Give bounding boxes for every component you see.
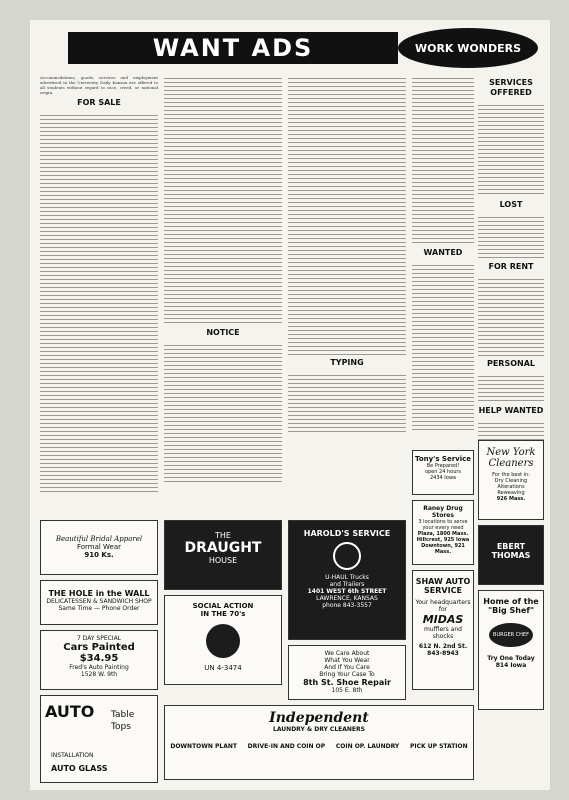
classifieds-disclaimer: Accommodations, goods, services and employment advertised in the University Daily Kansan are offered to all students without regard to race, creed, or national origin. <box>40 75 158 95</box>
burger-chef-ad <box>478 590 544 710</box>
services-offered-listings <box>478 102 544 197</box>
independent-laundry-ad <box>164 705 474 780</box>
column-5 <box>478 75 544 460</box>
shoe-addr: 105 E. 8th <box>331 687 363 694</box>
hole-in-wall-line3: Same Time — Phone Order <box>58 605 140 612</box>
independent-c1: DOWNTOWN PLANT <box>170 743 237 750</box>
raney-l3: Plaza, 1800 Mass. <box>417 531 469 537</box>
typing-heading: TYPING <box>330 358 364 367</box>
social-line2: IN THE 70's <box>200 610 246 618</box>
notice-heading: NOTICE <box>206 328 240 337</box>
auto-table-tops-ad <box>40 695 158 783</box>
column-2-listings-top <box>164 75 282 325</box>
harolds-phone: phone 843-3557 <box>322 602 372 609</box>
want-ads-title: WANT ADS <box>68 32 398 64</box>
independent-c3: COIN OP. LAUNDRY <box>335 743 400 750</box>
independent-sub: LAUNDRY & DRY CLEANERS <box>273 726 365 733</box>
harolds-line3: and Trailers <box>329 581 365 588</box>
for-rent-listings <box>478 276 544 356</box>
for-sale-heading: FOR SALE <box>77 98 121 107</box>
cars-price: $34.95 <box>79 653 119 664</box>
ny-item-3: Reweaving <box>497 490 525 496</box>
ny-line1: New York <box>486 447 536 458</box>
burger-line2: "Big Shef" <box>487 606 535 615</box>
shoe-line2: What You Wear <box>324 657 370 664</box>
bridal-name: Beautiful Bridal Apparel <box>55 535 143 543</box>
harolds-logo-icon <box>333 542 361 570</box>
lost-heading: LOST <box>499 200 523 209</box>
social-action-ad <box>164 595 282 685</box>
shaw-line2: SERVICE <box>424 586 462 595</box>
shaw-line6: mufflers and shocks <box>424 626 462 640</box>
raney-drug-ad <box>412 500 474 565</box>
independent-c2: DRIVE-IN AND COIN OP <box>247 743 326 750</box>
draught-line1: THE <box>215 531 231 540</box>
raney-line2: 3 locations to serve your every need <box>418 519 468 531</box>
raney-l5: Downtown, 921 Mass. <box>421 543 465 555</box>
hole-in-wall-name: THE HOLE in the WALL <box>48 589 150 598</box>
ebert-line1: EBERT <box>496 542 526 551</box>
auto-line4: INSTALLATION <box>51 752 94 759</box>
tonys-name: Tony's Service <box>414 455 472 463</box>
cars-addr: 1528 W. 9th <box>80 671 118 678</box>
for-sale-listings <box>40 112 158 492</box>
shaw-addr: 612 N. 2nd St. <box>418 643 468 650</box>
ny-item-1: Dry Cleaning <box>494 478 528 484</box>
services-offered-heading: SERVICES OFFERED <box>489 78 533 97</box>
hole-in-wall-sub: DELICATESSEN & SANDWICH SHOP <box>46 598 152 605</box>
tonys-line3: open 24 hours <box>424 469 462 475</box>
ny-addr: 926 Mass. <box>496 496 526 502</box>
cars-painted-ad <box>40 630 158 690</box>
shoe-line4: Bring Your Case To <box>319 671 375 678</box>
ny-line2: Cleaners <box>488 458 534 469</box>
column-1 <box>40 75 158 525</box>
wanted-heading: WANTED <box>423 248 463 257</box>
shoe-line1: We Care About <box>324 650 370 657</box>
ebert-line2: THOMAS <box>491 551 531 560</box>
independent-locations <box>165 743 473 750</box>
shoe-repair-ad <box>288 645 406 700</box>
auto-line1: AUTO <box>45 702 95 721</box>
for-rent-heading: FOR RENT <box>488 262 534 271</box>
tonys-addr: 2434 Iowa <box>429 475 456 481</box>
burger-addr: 814 Iowa <box>495 662 527 669</box>
new-york-cleaners-ad <box>478 440 544 520</box>
cars-line2: Cars Painted <box>63 642 135 653</box>
ebert-thomas-ad <box>478 525 544 585</box>
column-4 <box>412 75 474 445</box>
independent-name: Independent <box>269 710 369 726</box>
burger-line1: Home of the <box>483 597 539 606</box>
column-3-listings-top <box>288 75 406 355</box>
shaw-phone: 843-8943 <box>427 650 459 657</box>
shoe-line3: And If You Care <box>324 664 370 671</box>
help-wanted-heading: HELP WANTED <box>478 406 544 415</box>
wanted-listings <box>412 262 474 432</box>
column-2 <box>164 75 282 495</box>
harolds-service-ad <box>288 520 406 640</box>
shoe-line5: 8th St. Shoe Repair <box>303 678 391 687</box>
hole-in-wall-ad <box>40 580 158 625</box>
shaw-auto-ad <box>412 570 474 690</box>
newspaper-page <box>30 20 550 790</box>
typing-listings <box>288 372 406 432</box>
social-line1: SOCIAL ACTION <box>192 602 254 610</box>
want-ads-masthead <box>38 28 538 68</box>
harolds-name: HAROLD'S SERVICE <box>303 529 391 538</box>
personal-listings <box>478 373 544 403</box>
column-4-listings-top <box>412 75 474 245</box>
midas-logo: MIDAS <box>422 613 464 626</box>
harolds-line2: U-HAUL Trucks <box>325 574 369 581</box>
draught-house-ad <box>164 520 282 590</box>
tonys-line2: Be Prepared! <box>426 463 460 469</box>
bridal-ad <box>40 520 158 575</box>
cars-line4: Fred's Auto Painting <box>69 664 129 671</box>
cars-line1: 7 DAY SPECIAL <box>76 635 122 642</box>
bridal-addr: 910 Ks. <box>84 551 114 559</box>
burger-chef-logo: BURGER CHEF <box>489 623 533 647</box>
harolds-addr: 1401 WEST 6th STREET <box>307 588 387 595</box>
ny-line3: For the best in: <box>492 472 530 478</box>
draught-name: DRAUGHT <box>184 540 262 556</box>
personal-heading: PERSONAL <box>486 359 536 368</box>
bridal-line2: Formal Wear <box>76 543 122 551</box>
tonys-service-ad <box>412 450 474 495</box>
burger-line4: Try One Today <box>487 655 535 662</box>
lost-listings <box>478 214 544 259</box>
draught-line3: HOUSE <box>208 556 238 565</box>
auto-line2: Table <box>111 710 135 720</box>
independent-c4: PICK UP STATION <box>409 743 468 750</box>
work-wonders-badge: WORK WONDERS <box>398 28 538 68</box>
raney-l4: Hillcrest, 925 Iowa <box>416 537 470 543</box>
social-phone: UN 4-3474 <box>204 664 242 672</box>
harolds-city: LAWRENCE, KANSAS <box>316 595 378 602</box>
shaw-line4: for <box>438 606 448 613</box>
raney-name: Raney Drug Stores <box>423 505 463 519</box>
auto-line3: Tops <box>111 722 131 732</box>
notice-listings <box>164 342 282 482</box>
auto-line5: AUTO GLASS <box>51 764 108 773</box>
column-3 <box>288 75 406 445</box>
shaw-line3: Your headquarters <box>415 599 471 606</box>
ny-item-2: Alterations <box>497 484 525 490</box>
social-action-icon <box>206 624 240 658</box>
shaw-line1: SHAW AUTO <box>415 577 471 586</box>
